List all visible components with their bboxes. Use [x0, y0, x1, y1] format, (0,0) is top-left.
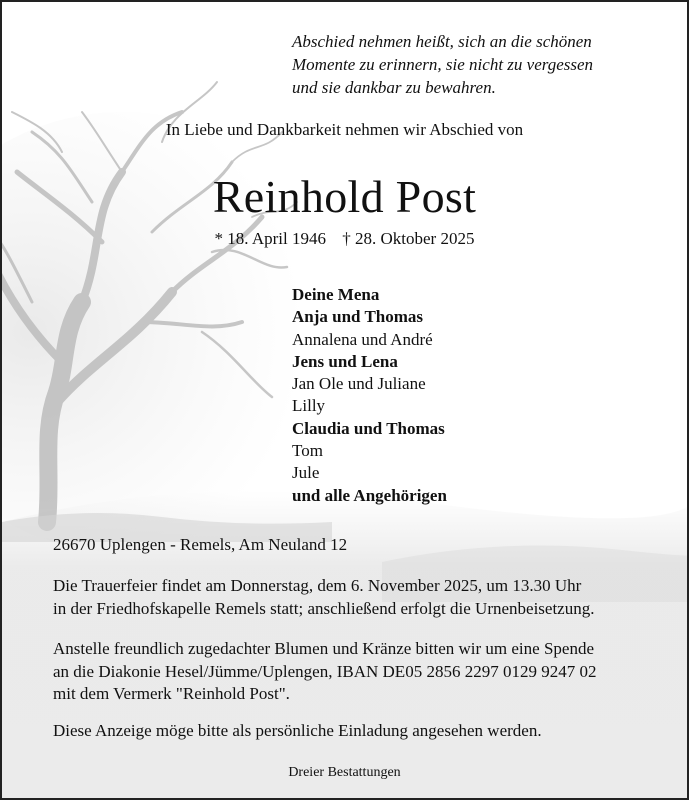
quote-line: Abschied nehmen heißt, sich an die schönen	[292, 32, 592, 51]
quote-line: Momente zu erinnern, sie nicht zu vergessen	[292, 55, 594, 74]
donation-line: Anstelle freundlich zugedachter Blumen und Kränze bitten wir um eine Spende	[53, 639, 594, 658]
funeral-line: Die Trauerfeier findet am Donnerstag, dem 6. November 2025, um 13.30 Uhr	[53, 576, 582, 595]
invitation-line: Diese Anzeige möge bitte als persönliche Einladung angesehen werden.	[53, 721, 542, 740]
farewell-quote	[292, 30, 662, 99]
mourner-entry: Jan Ole und Juliane	[292, 374, 426, 394]
mourner-entry: Deine Mena	[292, 285, 380, 304]
mourner-entry: Lilly	[292, 396, 326, 416]
mourner-entry: Jens und Lena	[292, 351, 398, 371]
deceased-name: Reinhold Post	[212, 171, 477, 222]
death-date: † 28. Oktober 2025	[342, 229, 475, 248]
life-dates	[2, 229, 687, 249]
mourner-entry: Annalena und André	[292, 329, 433, 349]
funeral-info	[53, 575, 673, 620]
notice-content	[2, 2, 687, 798]
mourner-entry: und alle Angehörigen	[292, 485, 447, 505]
quote-line: und sie dankbar zu bewahren.	[292, 78, 496, 97]
donation-line: mit dem Vermerk "Reinhold Post".	[53, 684, 290, 703]
funeral-line: in der Friedhofskapelle Remels statt; anschließend erfolgt die Urnenbeisetzung.	[53, 598, 595, 618]
donation-info	[53, 638, 673, 706]
family-address: 26670 Uplengen - Remels, Am Neuland 12	[53, 535, 348, 554]
intro-line: In Liebe und Dankbarkeit nehmen wir Abschied von	[165, 120, 524, 139]
birth-date: * 18. April 1946	[214, 229, 326, 248]
donation-line: an die Diakonie Hesel/Jümme/Uplengen, IBAN DE05 2856 2297 0129 9247 02	[53, 661, 597, 681]
mourner-entry: Tom	[292, 441, 323, 461]
invitation-note	[53, 720, 673, 743]
mourner-entry: Jule	[292, 463, 320, 483]
undertaker-name: Dreier Bestattungen	[288, 765, 401, 780]
mourners-list	[292, 284, 612, 507]
mourner-entry: Anja und Thomas	[292, 307, 424, 327]
mourner-entry: Claudia und Thomas	[292, 418, 445, 438]
